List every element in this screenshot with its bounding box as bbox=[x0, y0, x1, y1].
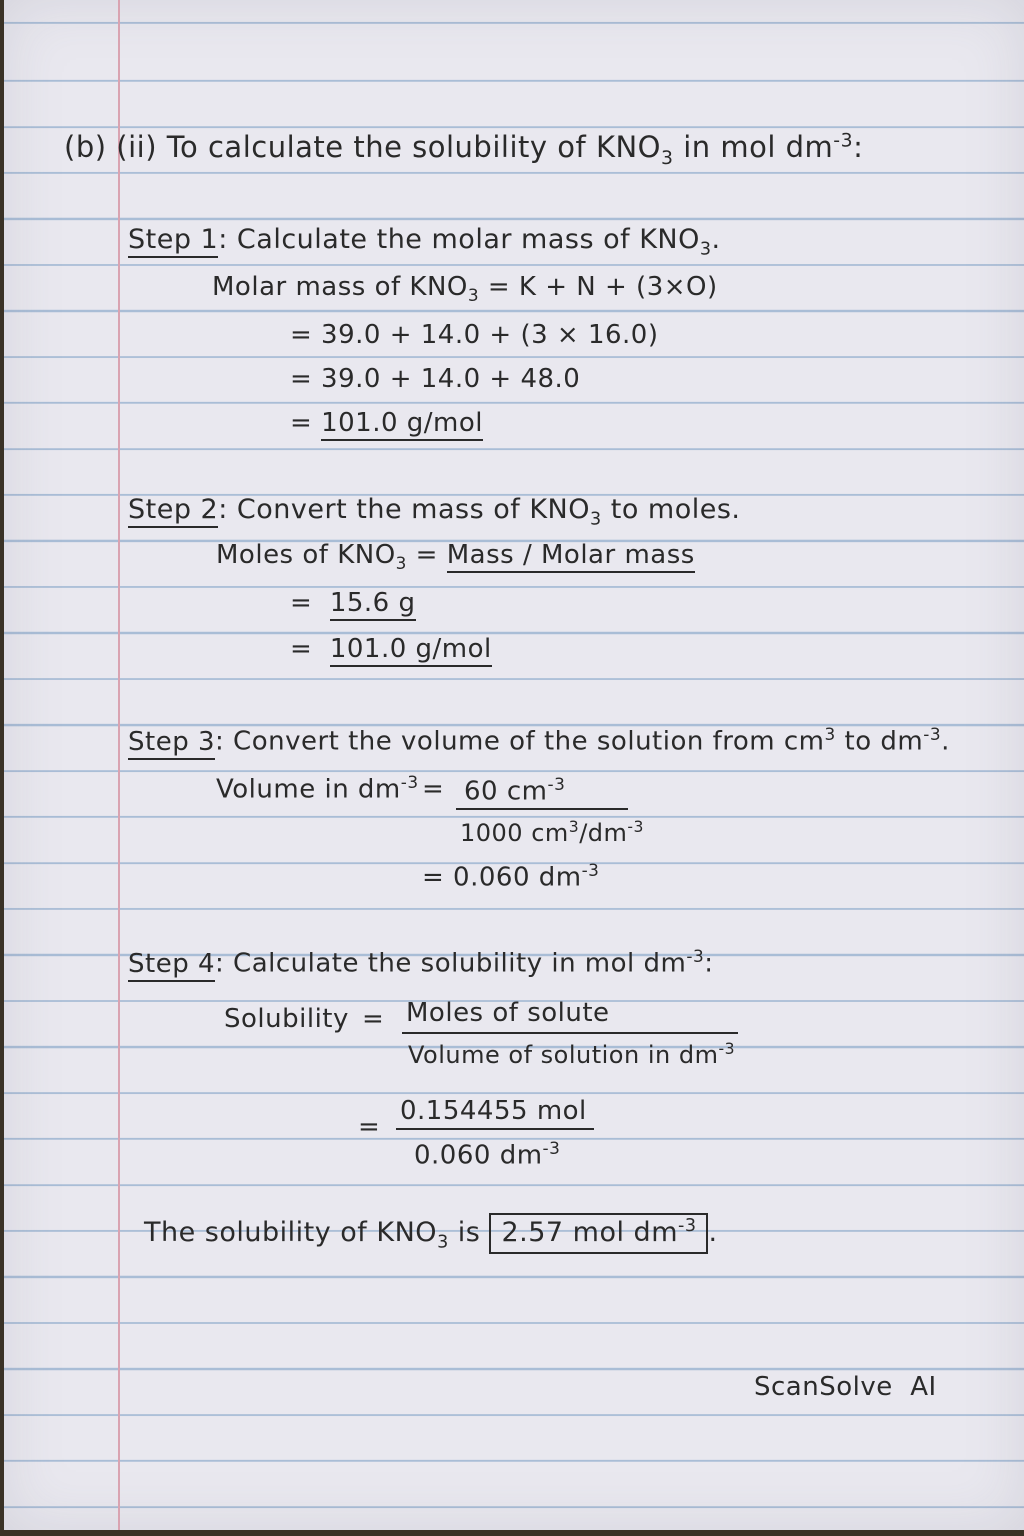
margin-line bbox=[118, 0, 120, 1530]
step2-line1: Moles of $KNO_3$ = Mass / Molar mass bbox=[216, 540, 695, 574]
brand-watermark: ScanSolve AI bbox=[754, 1372, 937, 1402]
step1-line3: = 39.0 + 14.0 + 48.0 bbox=[290, 364, 581, 394]
step2-line2: = 15.6 g bbox=[290, 588, 416, 618]
moles-formula: Mass / Molar mass bbox=[447, 540, 695, 573]
step3-title: Step 3: Convert the volume of the solution from $cm^3$ to $dm^{-3}$. bbox=[128, 724, 950, 757]
step2-label: Step 2 bbox=[128, 494, 218, 528]
calc-numerator: 0.154455 mol bbox=[400, 1096, 587, 1126]
question-heading: (b) (ii) To calculate the solubility of $KNO_3$ in mol $dm^{-3}$: bbox=[64, 130, 864, 169]
solubility-fraction-bar bbox=[402, 1032, 738, 1034]
solubility-numerator: Moles of solute bbox=[406, 998, 610, 1028]
molar-mass-result: 101.0 g/mol bbox=[321, 408, 483, 441]
step1-line2: = 39.0 + 14.0 + (3 × 16.0) bbox=[290, 320, 659, 350]
step2-title: Step 2: Convert the mass of $KNO_3$ to moles. bbox=[128, 494, 741, 530]
step1-title: Step 1: Calculate the molar mass of $KNO_3$. bbox=[128, 224, 721, 260]
volume-denominator: 1000 $cm^3/dm^{-3}$ bbox=[460, 818, 644, 847]
volume-equals: = bbox=[422, 774, 445, 804]
step4-label: Step 4 bbox=[128, 949, 215, 982]
solubility-equals: = bbox=[362, 1004, 385, 1034]
calc-equals: = bbox=[358, 1112, 381, 1142]
step1-line4: = 101.0 g/mol bbox=[290, 408, 483, 438]
step4-title: Step 4: Calculate the solubility in mol $dm^{-3}$: bbox=[128, 946, 713, 979]
molar-mass-value: 101.0 g/mol bbox=[330, 634, 492, 667]
final-answer-box: 2.57 mol $dm^{-3}$ bbox=[489, 1213, 708, 1254]
step2-line3: = 101.0 g/mol bbox=[290, 634, 492, 664]
step1-label: Step 1 bbox=[128, 224, 218, 258]
calc-denominator: 0.060 $dm^{-3}$ bbox=[414, 1138, 561, 1171]
solubility-label: Solubility bbox=[224, 1004, 349, 1034]
volume-numerator: 60 $cm^{-3}$ bbox=[464, 774, 566, 807]
step1-line1: Molar mass of $KNO_3 = K + N + (3\times O)$ bbox=[212, 272, 718, 306]
volume-result: = 0.060 $dm^{-3}$ bbox=[422, 860, 600, 893]
calc-fraction-bar bbox=[396, 1128, 594, 1130]
conclusion: The solubility of $KNO_3$ is 2.57 mol $dm^{-3}$ . bbox=[144, 1216, 718, 1252]
subpart-label: (ii) bbox=[116, 130, 158, 164]
solubility-denominator: Volume of solution in $dm^{-3}$ bbox=[408, 1040, 736, 1069]
notebook-page bbox=[4, 0, 1024, 1530]
step3-label: Step 3 bbox=[128, 727, 215, 760]
volume-label: Volume in $dm^{-3}$ bbox=[216, 772, 419, 805]
part-label: (b) bbox=[64, 130, 107, 164]
volume-fraction-bar bbox=[456, 808, 628, 810]
mass-value: 15.6 g bbox=[330, 588, 416, 621]
